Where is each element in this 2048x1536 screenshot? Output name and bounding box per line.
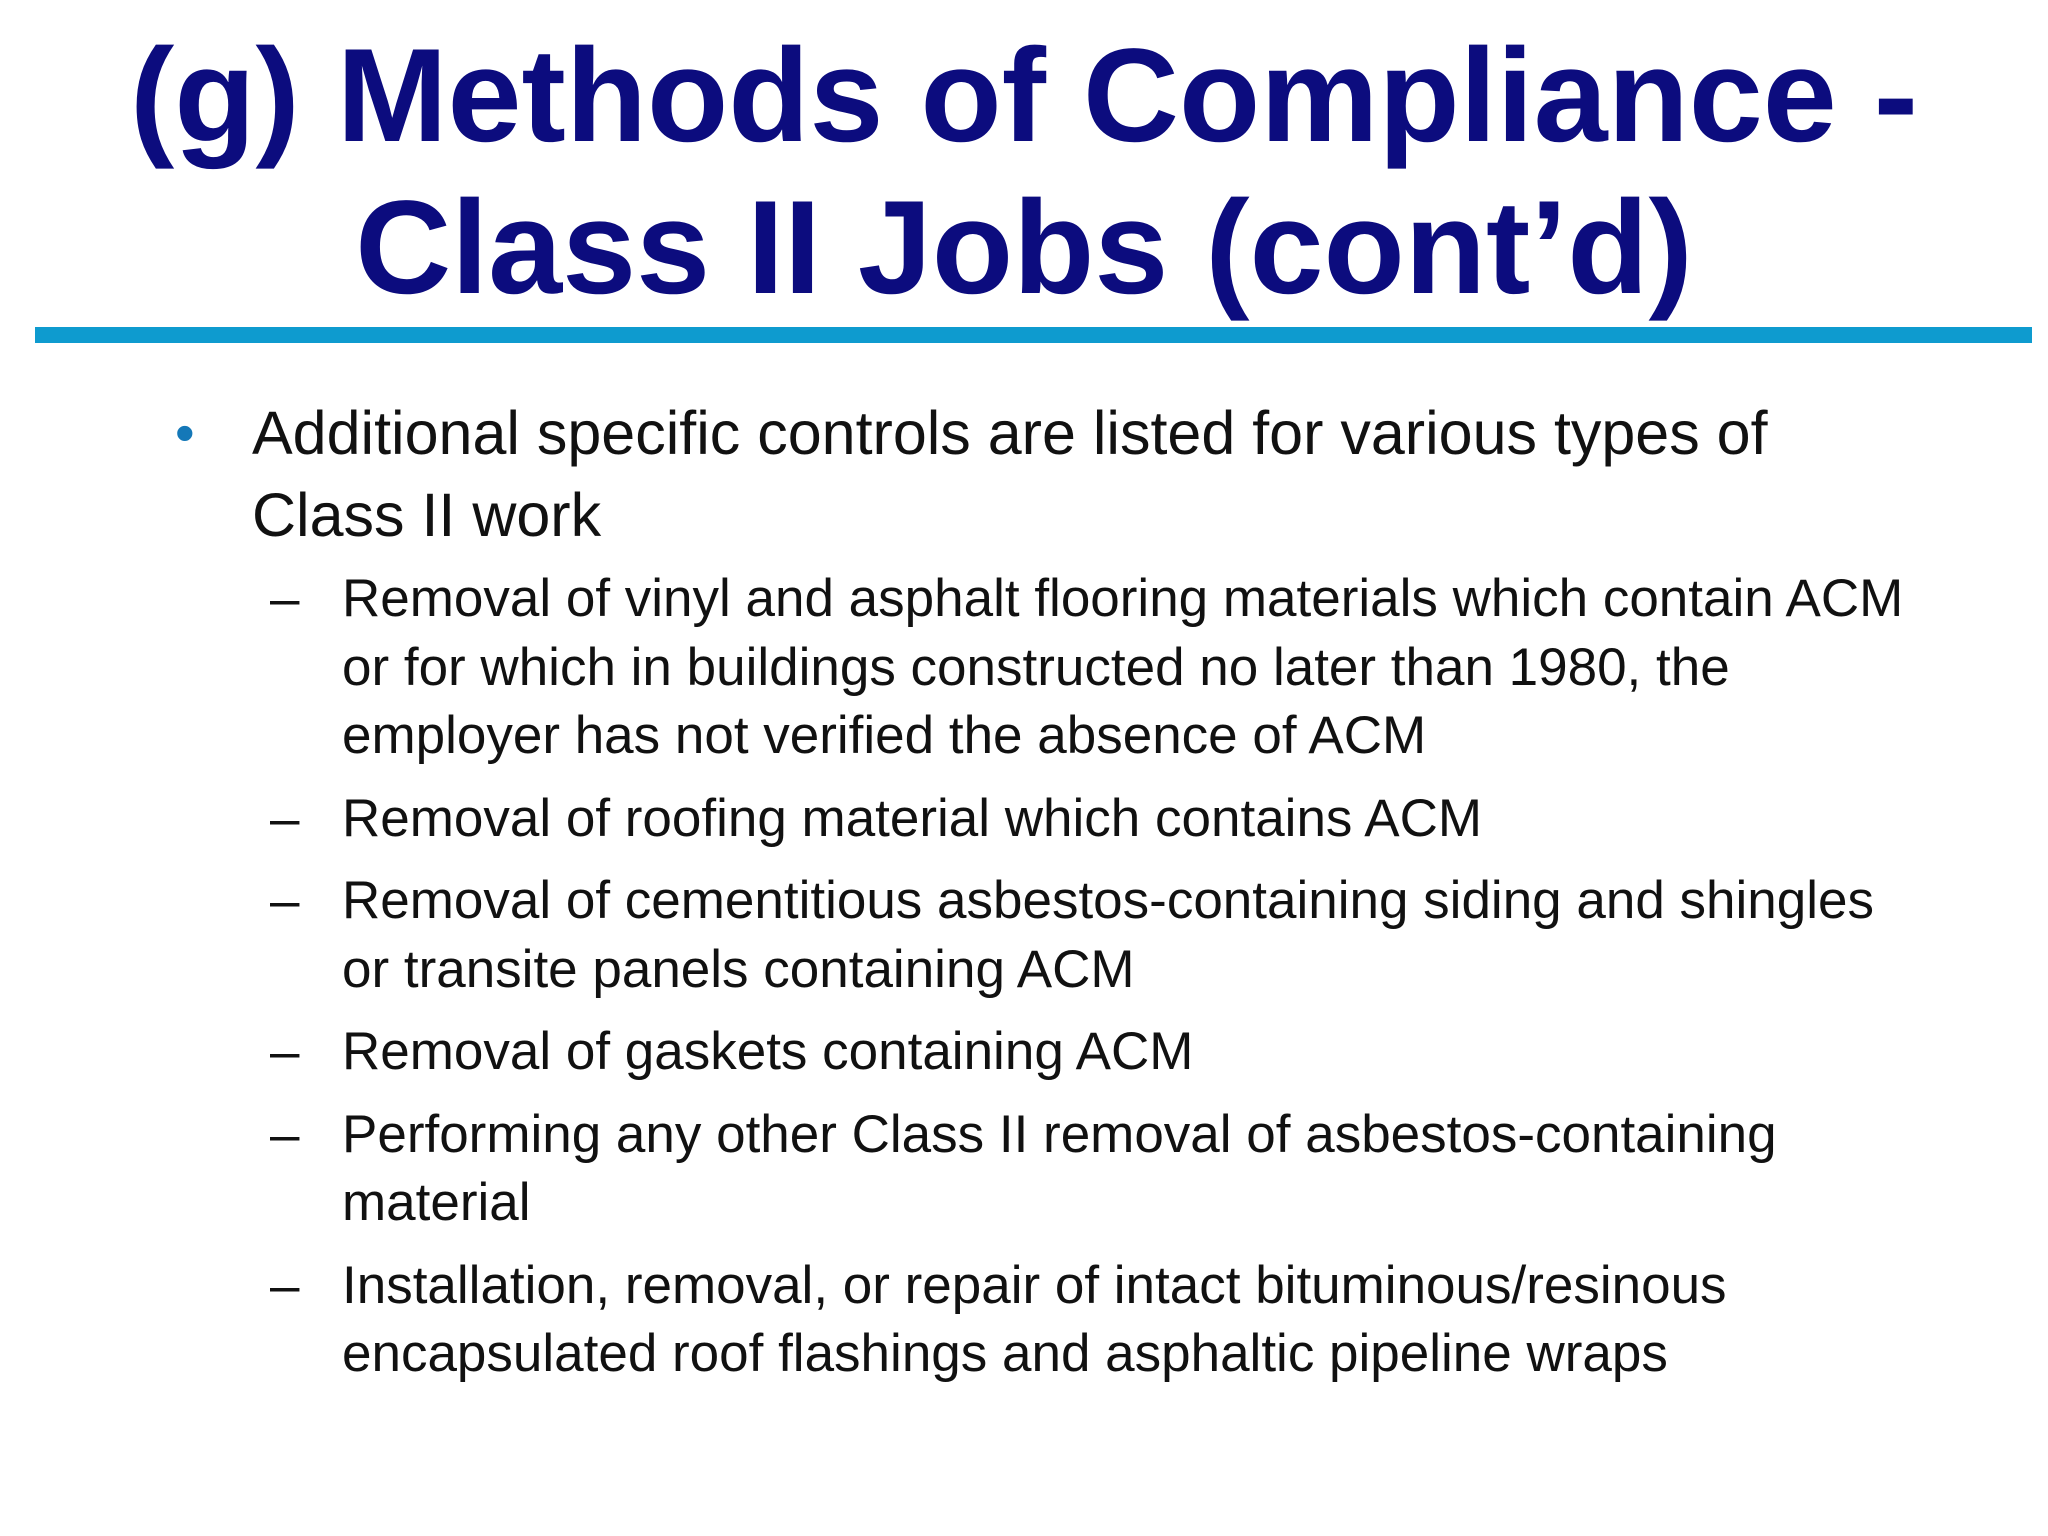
sub-bullet-text: Removal of roofing material which contains ACM — [342, 788, 1482, 848]
title-divider — [35, 327, 2032, 343]
title-line-1: (g) Methods of Compliance - — [129, 22, 1919, 170]
dash-marker: – — [270, 871, 300, 930]
sub-bullet-text: Removal of gaskets containing ACM — [342, 1022, 1194, 1081]
dash-marker: – — [270, 1255, 300, 1315]
sub-bullet-item — [270, 1101, 1920, 1238]
dash-marker: – — [270, 788, 300, 848]
main-bullet-text: Additional specific controls are listed for various types of Class II work — [252, 399, 1768, 549]
sub-bullet-item — [270, 1252, 1920, 1389]
slide-title — [0, 20, 2048, 324]
sub-bullet-item — [270, 565, 1920, 771]
dash-marker: – — [270, 1022, 300, 1081]
title-line-2: Class II Jobs (cont’d) — [355, 174, 1693, 322]
bullet-marker: • — [175, 401, 195, 464]
sub-bullet-item — [270, 785, 1920, 854]
sub-bullet-text: Performing any other Class II removal of asbestos-containing material — [342, 1104, 1777, 1232]
dash-marker: – — [270, 569, 300, 628]
sub-bullet-list — [270, 565, 1920, 1403]
sub-bullet-text: Installation, removal, or repair of intact bituminous/resinous encapsulated roof flashings and asphaltic pipeline wraps — [342, 1255, 1727, 1383]
sub-bullet-item — [270, 867, 1920, 1004]
sub-bullet-text: Removal of vinyl and asphalt flooring materials which contain ACM or for which in buildings constructed no later than 1980, the employer has not verified the absence of ACM — [342, 569, 1904, 765]
sub-bullet-item — [270, 1018, 1920, 1087]
sub-bullet-text: Removal of cementitious asbestos-containing siding and shingles or transite panels containing ACM — [342, 871, 1874, 999]
dash-marker: – — [270, 1104, 300, 1164]
